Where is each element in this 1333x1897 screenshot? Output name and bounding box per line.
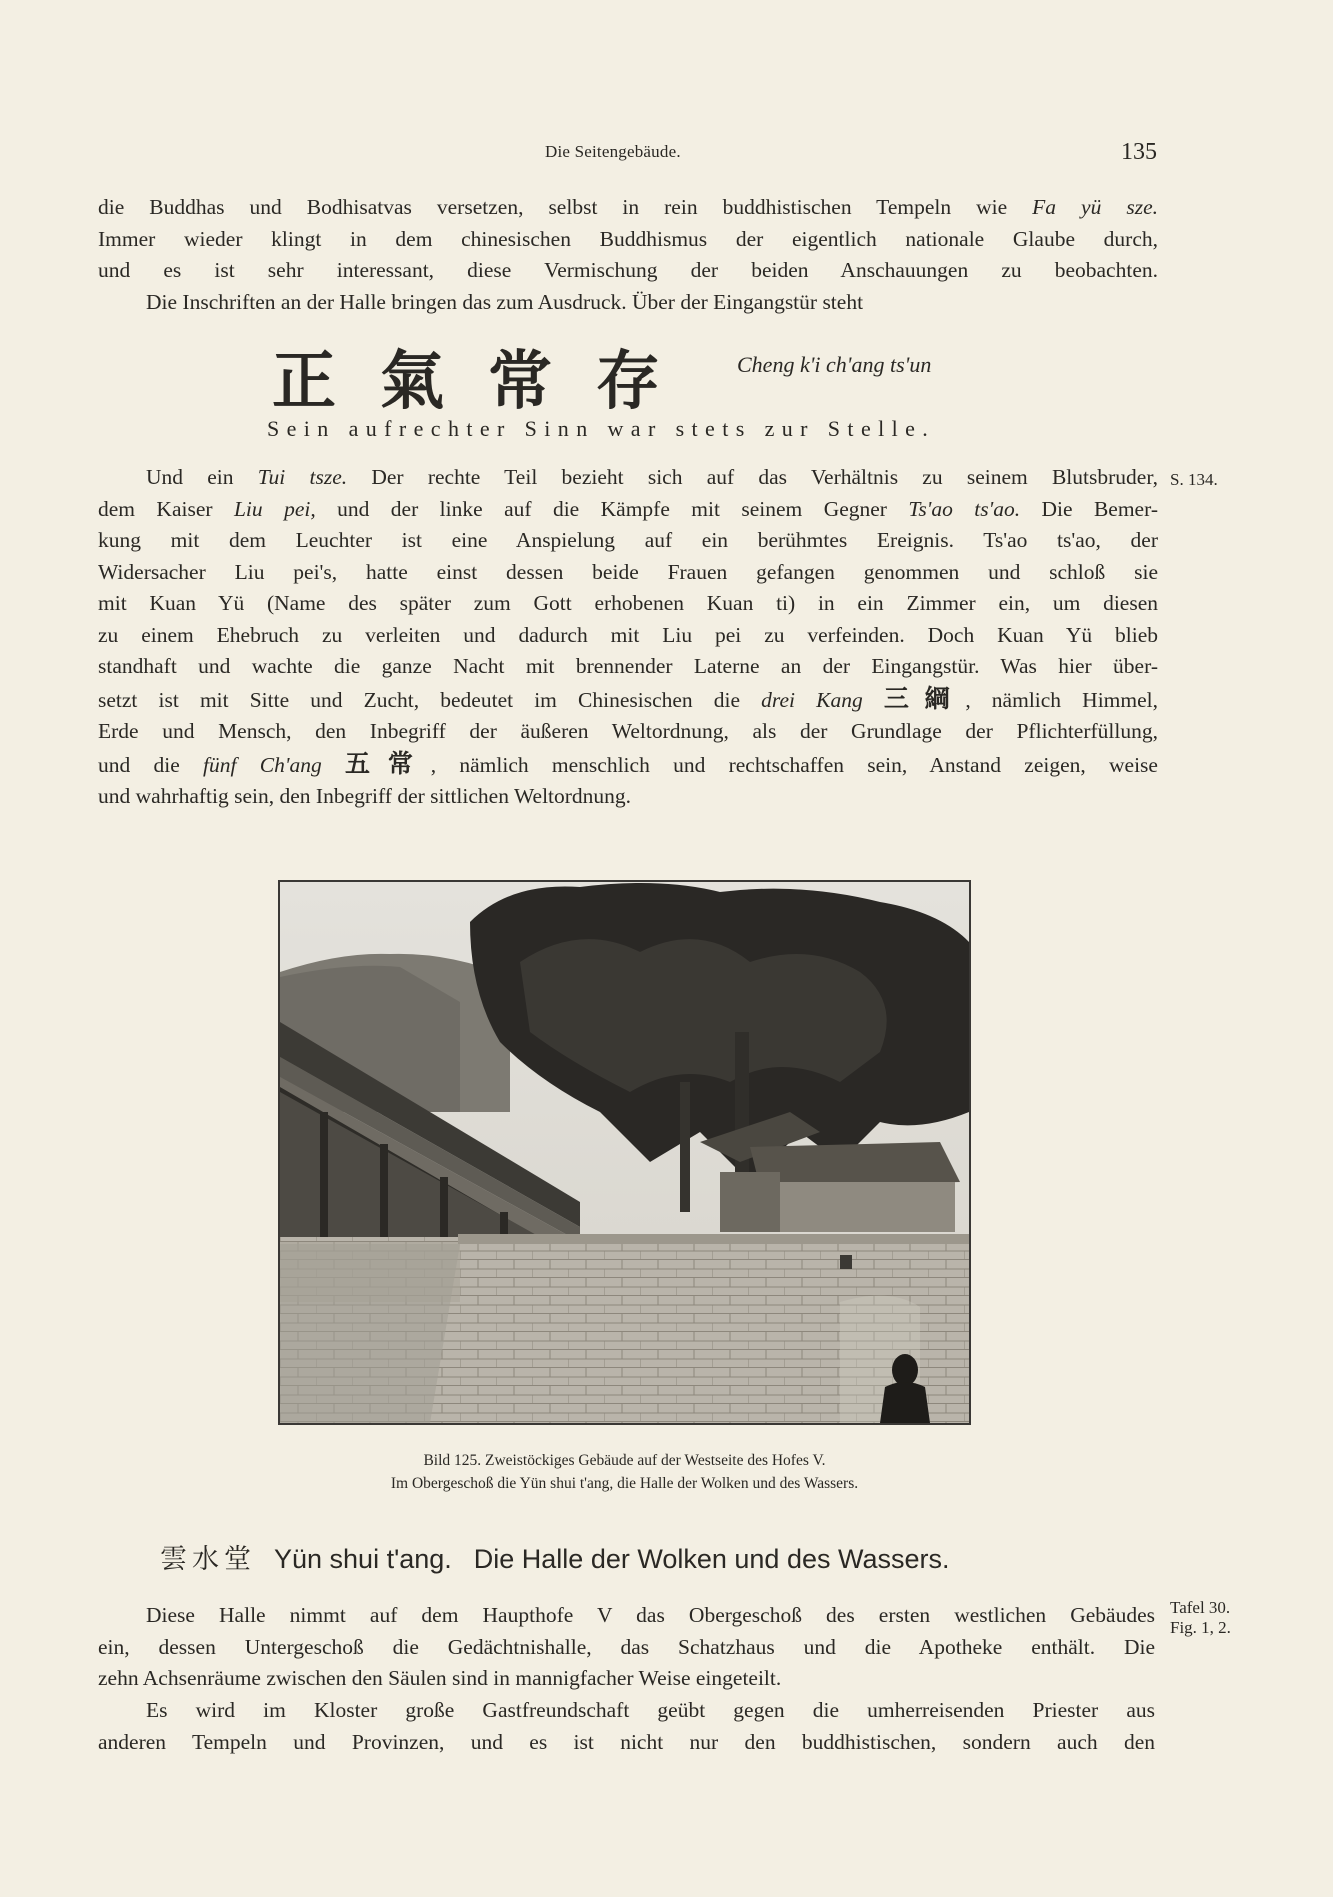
text-line: kung mit dem Leuchter ist eine Anspielung auf ein berühmtes Ereignis. Ts'ao ts'ao, der [98, 528, 1158, 552]
text-line: Diese Halle nimmt auf dem Haupthofe V das Obergeschoß des ersten westlichen Gebäudes [146, 1603, 1155, 1627]
page-number: 135 [1121, 139, 1157, 165]
text-line: Es wird im Kloster große Gastfreundschaft geübt gegen die umherreisenden Priester aus [146, 1698, 1155, 1722]
figure-caption [278, 1449, 971, 1495]
inline-chinese: 三綱 [883, 683, 966, 713]
text-line: zu einem Ehebruch zu verleiten und dadurch mit Liu pei zu verfeinden. Doch Kuan Yü blieb [98, 622, 1158, 647]
text-line: Widersacher Liu pei's, hatte einst dessen beide Frauen gefangen genommen und schloß sie [98, 559, 1158, 584]
caption-line: Bild 125. Zweistöckiges Gebäude auf der Westseite des Hofes V. [423, 1452, 826, 1469]
text-line: ein, dessen Untergeschoß die Gedächtnishalle, das Schatzhaus und die Apotheke enthält. Die [98, 1634, 1155, 1659]
inscription-romanization: Cheng k'i ch'ang ts'un [737, 352, 932, 377]
section-heading-title: Die Halle der Wolken und des Wassers. [473, 1544, 950, 1574]
paragraph-2 [98, 462, 1158, 813]
text-line: zehn Achsenräume zwischen den Säulen sind in mannigfacher Weise eingeteilt. [98, 1666, 782, 1690]
section-heading [160, 1537, 950, 1576]
photograph [278, 880, 971, 1425]
text-line: die Buddhas und Bodhisatvas versetzen, selbst in rein buddhistischen Tempeln wie Fa yü sze. [98, 195, 1158, 219]
text-line: Immer wieder klingt in dem chinesischen Buddhismus der eigentlich nationale Glaube durch, [98, 226, 1158, 251]
margin-reference: S. 134. [1170, 470, 1218, 489]
text-line: Und ein Tui tsze. Der rechte Teil bezieht sich auf das Verhältnis zu seinem Blutsbruder, [146, 465, 1158, 489]
text-line: mit Kuan Yü (Name des später zum Gott erhobenen Kuan ti) in ein Zimmer ein, um diesen [98, 591, 1158, 615]
text-line: dem Kaiser Liu pei, und der linke auf die Kämpfe mit seinem Gegner Ts'ao ts'ao. Die Bemer- [98, 496, 1158, 521]
section-heading-romanization: Yün shui t'ang. [274, 1544, 452, 1574]
text-line: standhaft und wachte die ganze Nacht mit brennender Laterne an der Eingangstür. Was hier über- [98, 654, 1158, 678]
text-line: und es ist sehr interessant, diese Vermischung der beiden Anschauungen zu beobachten. [98, 258, 1158, 282]
inline-chinese: 五常 [344, 748, 431, 778]
caption-line: Im Obergeschoß die Yün shui t'ang, die Halle der Wolken und des Wassers. [390, 1475, 859, 1492]
text-line: Die Inschriften an der Halle bringen das zum Ausdruck. Über der Eingangstür steht [146, 289, 864, 314]
text-line: setzt ist mit Sitte und Zucht, bedeutet im Chinesischen die drei Kang 三綱, nämlich Himmel, [98, 683, 1159, 713]
running-head: Die Seitengebäude. [545, 142, 681, 161]
paragraph-4 [98, 1695, 1155, 1758]
text-line: anderen Tempeln und Provinzen, und es ist nicht nur den buddhistischen, sondern auch den [98, 1729, 1155, 1754]
paragraph-3 [98, 1600, 1155, 1695]
section-heading-chinese: 雲水堂 [160, 1544, 256, 1575]
paragraph-1 [98, 192, 1158, 318]
text-line: und wahrhaftig sein, den Inbegriff der sittlichen Weltordnung. [98, 784, 632, 808]
photo-courtyard-building [280, 882, 969, 1423]
text-line: und die fünf Ch'ang 五常, nämlich menschlich und rechtschaffen sein, Anstand zeigen, weise [98, 748, 1158, 778]
margin-reference-plate [1170, 1598, 1231, 1638]
text-line: Erde und Mensch, den Inbegriff der äußeren Weltordnung, als der Grundlage der Pflichterfüllung, [98, 719, 1158, 743]
margin-note-line: Fig. 1, 2. [1170, 1618, 1231, 1637]
margin-note-line: Tafel 30. [1170, 1598, 1231, 1617]
inscription-characters: 正氣常存 [272, 344, 704, 419]
inscription-translation: Sein aufrechter Sinn war stets zur Stelle. [267, 416, 936, 441]
